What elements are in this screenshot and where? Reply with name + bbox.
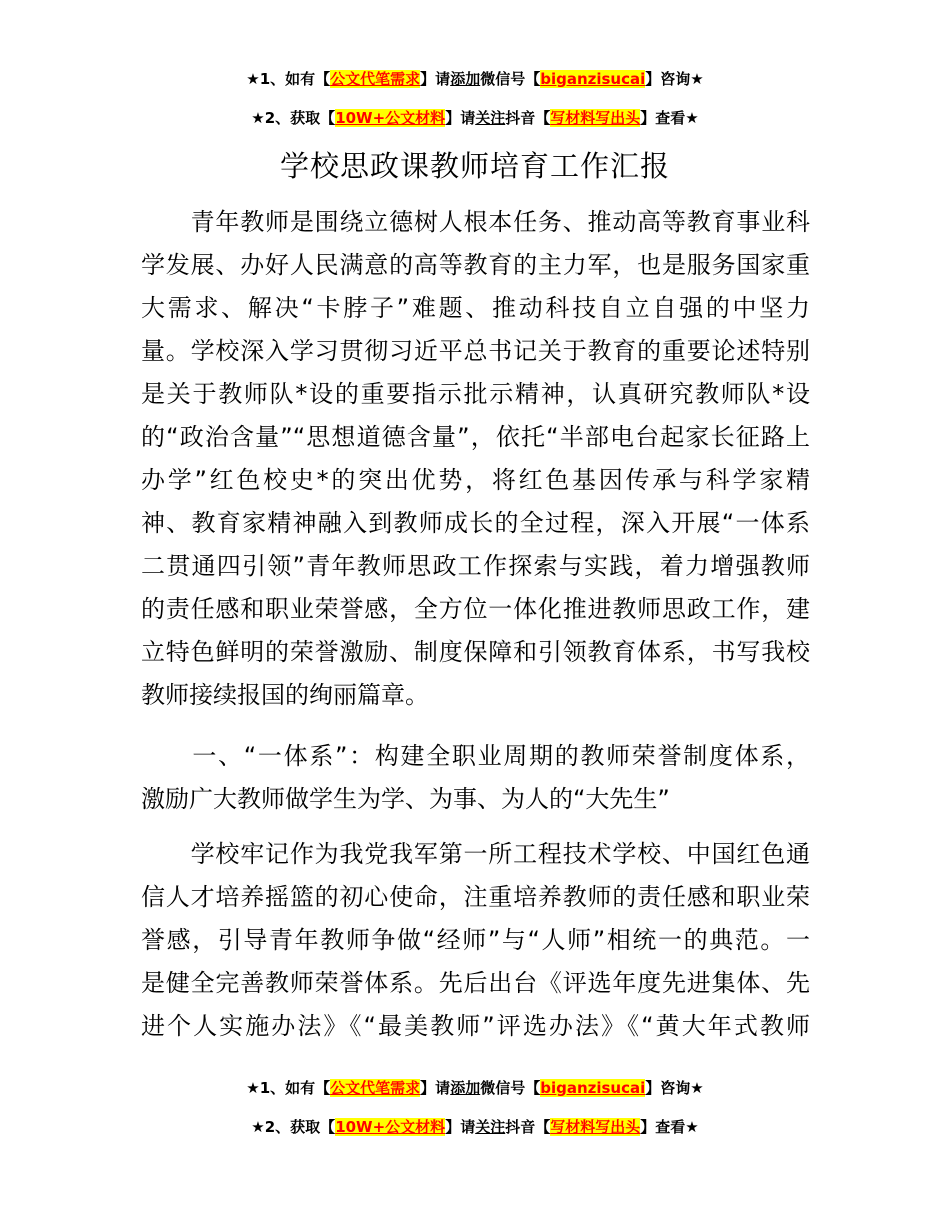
notice-text: 】请	[420, 1079, 451, 1097]
highlight-service: 公文代笔需求	[330, 1079, 421, 1097]
body-line: 的责任感和职业荣誉感，全方位一体化推进教师思政工作，建	[141, 595, 810, 623]
highlight-materials: 10W+公文材料	[335, 109, 446, 127]
notice-text: ★1、如有【	[246, 1079, 331, 1097]
document-title: 学校思政课教师培育工作汇报	[279, 149, 670, 183]
notice-text: 】咨询★	[645, 1079, 704, 1097]
body-line: 二贯通四引领”青年教师思政工作探索与实践，着力增强教师	[141, 552, 810, 580]
body-line: 学发展、办好人民满意的高等教育的主力军，也是服务国家重	[141, 251, 810, 279]
notice-text: 微信号【	[480, 1079, 541, 1097]
highlight-service: 公文代笔需求	[330, 70, 421, 88]
notice-text: ★2、获取【	[251, 1118, 336, 1136]
underlined-add: 添加	[450, 70, 481, 88]
header-notice-1	[0, 69, 950, 89]
highlight-wechat-id: biganzisucai	[540, 1079, 646, 1097]
notice-text: 】请	[445, 109, 476, 127]
body-line: 信人才培养摇篮的初心使命，注重培养教师的责任感和职业荣	[141, 883, 810, 911]
body-line: 进个人实施办法》《“最美教师”评选办法》《“黄大年式教师	[141, 1012, 810, 1040]
section-heading: 激励广大教师做学生为学、为事、为人的“大先生”	[141, 785, 670, 813]
section-heading: 一、“一体系”：构建全职业周期的教师荣誉制度体系，	[141, 742, 810, 770]
body-line: 神、教育家精神融入到教师成长的全过程，深入开展“一体系	[141, 509, 810, 537]
body-line: 是关于教师队*设的重要指示批示精神，认真研究教师队*设	[141, 380, 810, 408]
body-line: 是健全完善教师荣誉体系。先后出台《评选年度先进集体、先	[141, 969, 810, 997]
highlight-materials: 10W+公文材料	[335, 1118, 446, 1136]
notice-text: ★1、如有【	[246, 70, 331, 88]
highlight-wechat-id: biganzisucai	[540, 70, 646, 88]
highlight-douyin-account: 写材料写出头	[550, 1118, 641, 1136]
notice-text: 】请	[420, 70, 451, 88]
underlined-add: 添加	[450, 1079, 481, 1097]
body-line: 的“政治含量”“思想道德含量”，依托“半部电台起家长征路上	[141, 423, 810, 451]
underlined-follow: 关注	[475, 109, 506, 127]
body-line: 大需求、解决“卡脖子”难题、推动科技自立自强的中坚力	[141, 294, 810, 322]
body-line: 办学”红色校史*的突出优势，将红色基因传承与科学家精	[141, 466, 810, 494]
footer-notice-2	[0, 1117, 950, 1137]
notice-text: 抖音【	[505, 1118, 551, 1136]
body-line: 青年教师是围绕立德树人根本任务、推动高等教育事业科	[141, 208, 810, 236]
header-notice-2	[0, 108, 950, 128]
notice-text: ★2、获取【	[251, 109, 336, 127]
notice-text: 】查看★	[640, 1118, 699, 1136]
footer-notice-1	[0, 1078, 950, 1098]
body-line: 教师接续报国的绚丽篇章。	[141, 681, 429, 709]
notice-text: 】查看★	[640, 109, 699, 127]
notice-text: 微信号【	[480, 70, 541, 88]
notice-text: 抖音【	[505, 109, 551, 127]
body-line: 量。学校深入学习贯彻习近平总书记关于教育的重要论述特别	[141, 337, 810, 365]
body-line: 立特色鲜明的荣誉激励、制度保障和引领教育体系，书写我校	[141, 638, 810, 666]
body-line: 学校牢记作为我党我军第一所工程技术学校、中国红色通	[141, 840, 810, 868]
body-line: 誉感，引导青年教师争做“经师”与“人师”相统一的典范。一	[141, 926, 810, 954]
notice-text: 】咨询★	[645, 70, 704, 88]
underlined-follow: 关注	[475, 1118, 506, 1136]
highlight-douyin-account: 写材料写出头	[550, 109, 641, 127]
notice-text: 】请	[445, 1118, 476, 1136]
